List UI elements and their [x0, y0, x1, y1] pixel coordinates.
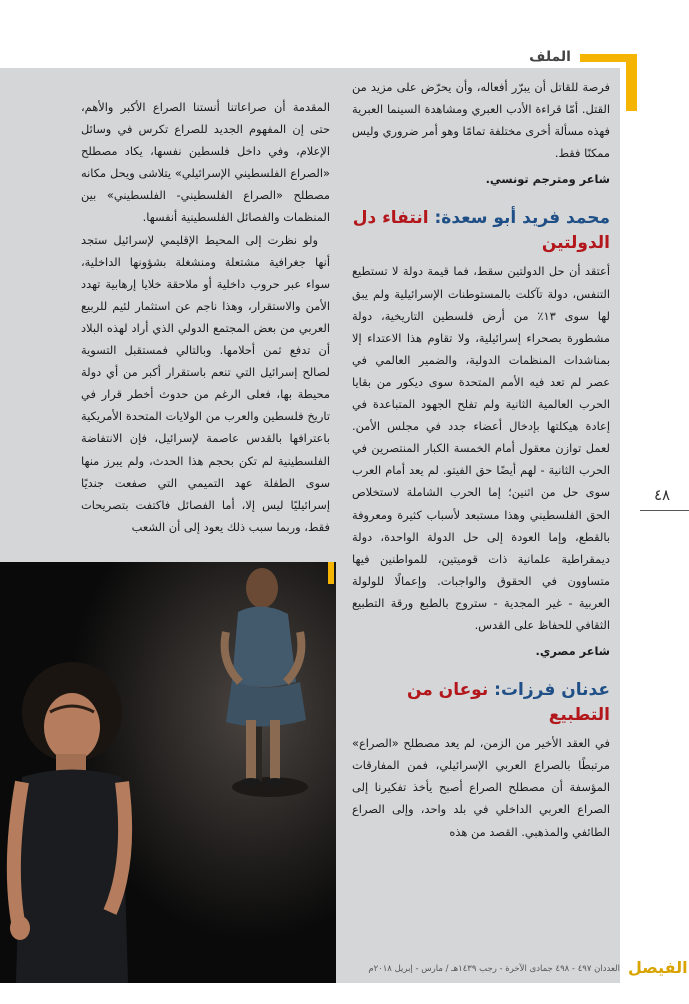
- footer-issue-line: العددان ٤٩٧ - ٤٩٨ جمادى الآخرة - رجب ١٤٣٩هـ / مارس - إبريل ٢٠١٨م: [368, 964, 620, 974]
- corner-accent-bar-vertical: [626, 54, 637, 111]
- section-label: الملف: [529, 49, 571, 65]
- theatre-photo: [0, 562, 336, 983]
- magazine-logo: الفيصل: [628, 958, 688, 977]
- heading-title: نوعان من التطبيع: [406, 680, 610, 726]
- heading-name: عدنان فرزات:: [494, 680, 610, 701]
- photo-accent-bar: [328, 562, 334, 584]
- heading-title: انتفاء دل الدولتين: [352, 208, 610, 254]
- theatre-photo-illustration: [0, 562, 336, 983]
- page-number-divider: [640, 510, 689, 511]
- section-heading-abu-saada: [352, 206, 610, 256]
- section-heading-farzat: [352, 678, 610, 728]
- page-number: ٤٨: [653, 486, 671, 504]
- left-column: [81, 96, 330, 538]
- left-paragraph-2: ولو نظرت إلى المحيط الإقليمي لإسرائيل ستجد أنها جغرافية مشتعلة ومنشغلة بشؤونها الداخلية، سواء عبر حروب داخلية أو ملاحقة خلايا إرهابية تهدد الأمن والاستقرار، وهذا ناجم عن استثمار لئيم للربيع العربي من بعض المجتمع الدولي الذي أراد لهذه البلاد أن تدفع ثمن أحلامها. وبالتالي فمستقبل التسوية لصالح إسرائيل التي تنعم باستقرار أكبر من أي دولة محيطة بها، فعلى الرغم من حدوث أخطر قرار في تاريخ فلسطين والعرب من الولايات المتحدة الأمريكية باعترافها بالقدس عاصمة لإسرائيل، فإن الانتفاضة الفلسطينية لم تكن بحجم هذا الحدث، ولم يبرز منها سوى الطفلة عهد التميمي التي صفعت جنديًا إسرائيليًا ليس إلا، أما الفصائل فاكتفت بتصريحات فقط، وربما سبب ذلك يعود إلى أن الشعب: [81, 232, 330, 534]
- intro-paragraph: فرصة للقاتل أن يبرّر أفعاله، وأن يحرّض على مزيد من القتل. أمّا قراءة الأدب العبري ومشاهدة السينما العبرية فهذه مسألة أخرى مختلفة تمامًا وهو أمر ضروري وليس ممكنًا فقط.: [352, 80, 610, 161]
- left-paragraph-1: المقدمة أن صراعاتنا أنستنا الصراع الأكبر والأهم، حتى إن المفهوم الجديد للصراع تكرس في وسائل الإعلام، وفي داخل فلسطين نفسها، يكاد مصطلح «الصراع الفلسطيني الإسرائيلي» يتلاشى ويحل مكانه مصطلح «الصراع الفلسطيني- الفلسطيني» بين المنظمات والفصائل الفلسطينية أنفسها.: [81, 100, 330, 225]
- standing-figure: [10, 662, 128, 983]
- section-body-abu-saada: أعتقد أن حل الدولتين سقط، فما قيمة دولة لا تستطيع التنفس، دولة تآكلت بالمستوطنات الإسرائيلية ولم يبق لها سوى ١٣٪ من أرض فلسطين التاريخية، دولة مشطورة بصحراء إسرائيلية، ولا تقاوم هذا الاعتداء إلا بمناشدات المنظمات الدولية، والضمير العالمي في عصر لم تعد فيه الأمم المتحدة سوى ديكور من بقايا الحرب العالمية الثانية ولم تفلح الجهود المتباعدة في إعادة هيكلتها بإدخال أعضاء جدد في مجلس الأمن. لعمل توازن معقول أمام الخمسة الكبار المنتصرين في الحرب الثانية - لهم أيضًا حق الفيتو. لم يعد أمام العرب سوى حل من اثنين؛ إما الحرب الشاملة لاستخلاص الحق الفلسطيني وهذا مستبعد لأسباب كثيرة ومعروفة بالقطع، وإما العودة إلى حل الدولة الواحدة، دولة ديمقراطية علمانية ذات قوميتين، للمواطنين فيها متساوون في الحقوق والواجبات. وإعمالًا للولولة العربية - غير المجدية - ستروج بالطبع ورقة التطبيع الثقافي للحفاظ على القدس.: [352, 264, 611, 632]
- right-column: [352, 76, 610, 843]
- section-signature-abu-saada: شاعر مصري.: [535, 644, 610, 659]
- intro-signature: شاعر ومترجم تونسي.: [485, 172, 610, 187]
- heading-name: محمد فريد أبو سعدة:: [434, 208, 610, 229]
- section-body-farzat: في العقد الأخير من الزمن، لم يعد مصطلح «الصراع» مرتبطًا بالصراع العربي الإسرائيلي، فمن المفارقات المؤسفة أن مصطلح الصراع أصبح يأخذ تفكيرنا إلى الصراع العربي الداخلي في بلد واحد، وإلى الصراع الطائفي والمذهبي. القصد من هذه: [352, 736, 610, 839]
